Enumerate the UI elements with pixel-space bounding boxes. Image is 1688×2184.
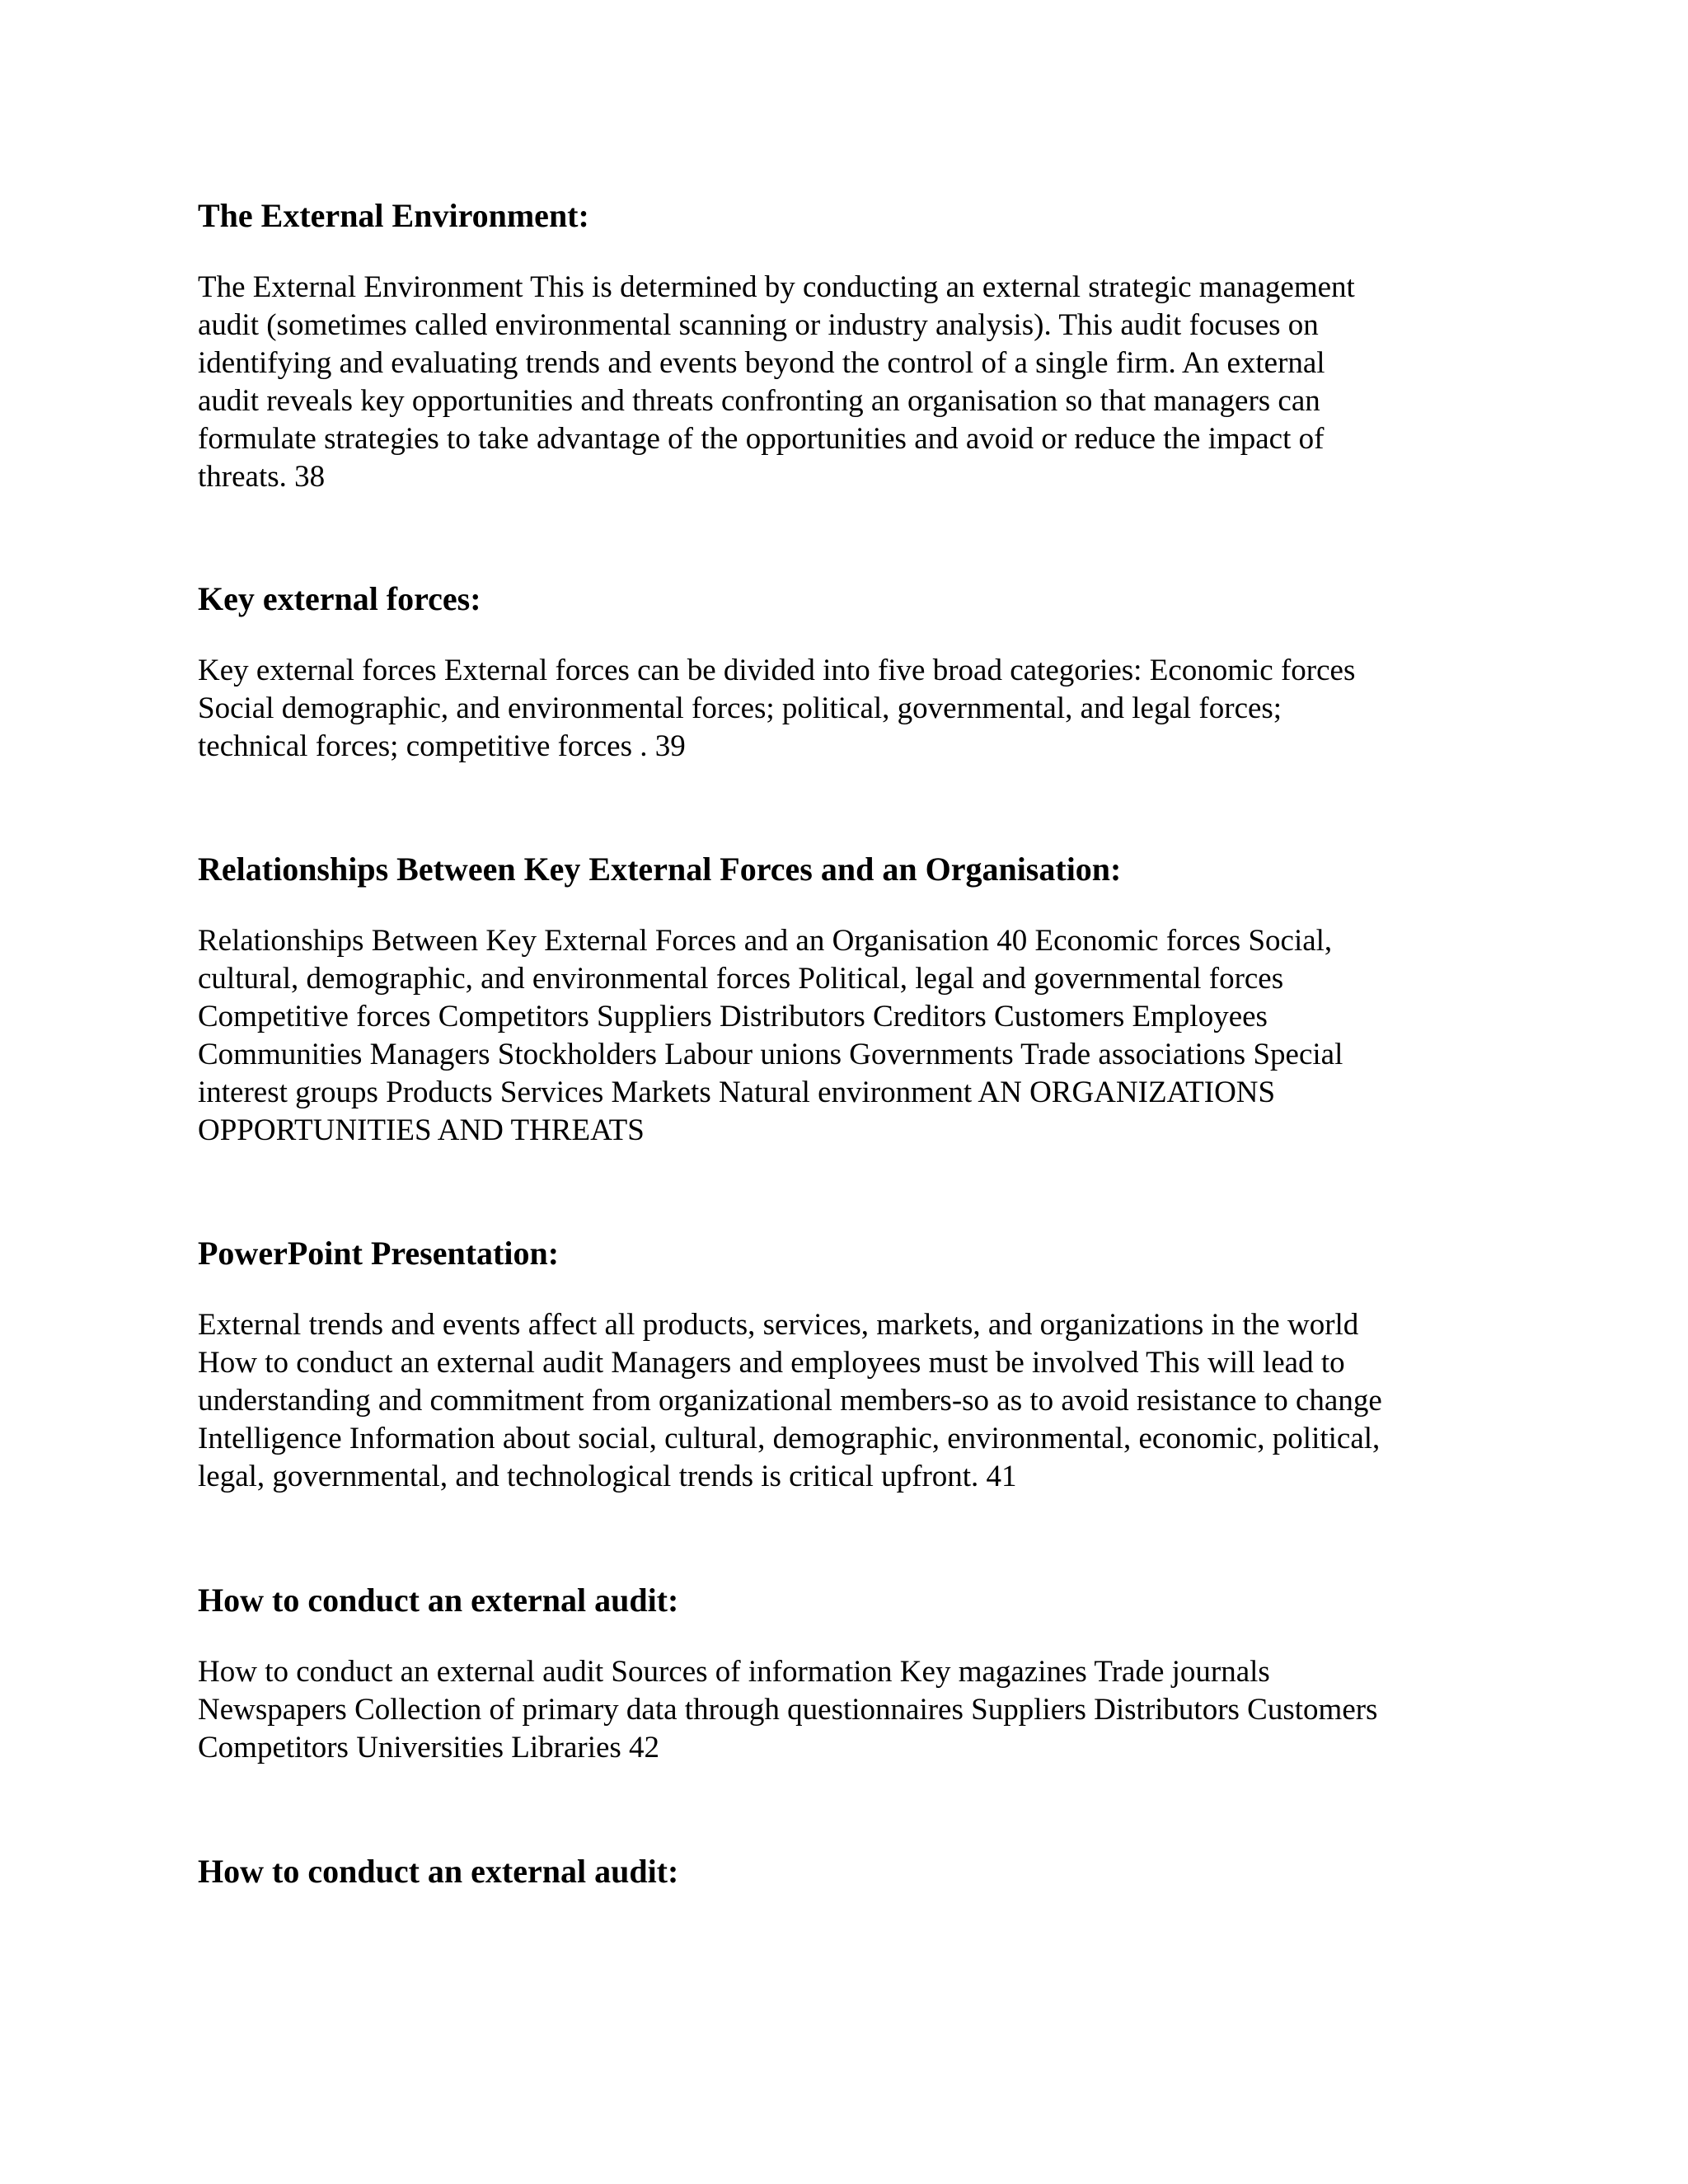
paragraph-line: technical forces; competitive forces . 39 <box>198 729 686 763</box>
section-heading: How to conduct an external audit: <box>198 1853 679 1890</box>
paragraph-line: understanding and commitment from organizational members-so as to avoid resistance to change <box>198 1384 1382 1418</box>
paragraph-line: Key external forces External forces can be divided into five broad categories: Economic forces <box>198 654 1356 687</box>
paragraph-line: External trends and events affect all products, services, markets, and organizations in the world <box>198 1308 1359 1342</box>
paragraph-line: OPPORTUNITIES AND THREATS <box>198 1113 645 1147</box>
section-key-external-forces <box>198 579 1517 766</box>
section-paragraph <box>198 652 1517 766</box>
section-external-audit-continued <box>198 1852 1517 1891</box>
section-external-audit-sources <box>198 1581 1517 1767</box>
paragraph-line: Relationships Between Key External Forces and an Organisation 40 Economic forces Social, <box>198 924 1333 958</box>
section-heading: Key external forces: <box>198 580 481 617</box>
paragraph-line: Competitors Universities Libraries 42 <box>198 1731 660 1765</box>
section-heading: PowerPoint Presentation: <box>198 1235 560 1272</box>
section-heading: The External Environment: <box>198 197 589 234</box>
paragraph-line: The External Environment This is determined by conducting an external strategic management <box>198 270 1355 304</box>
paragraph-line: Competitive forces Competitors Suppliers Distributors Creditors Customers Employees <box>198 1000 1268 1033</box>
section-heading: How to conduct an external audit: <box>198 1582 679 1619</box>
section-heading: Relationships Between Key External Forces and an Organisation: <box>198 851 1122 888</box>
section-paragraph <box>198 922 1517 1150</box>
section-external-environment <box>198 196 1517 496</box>
paragraph-line: Communities Managers Stockholders Labour unions Governments Trade associations Special <box>198 1038 1343 1071</box>
paragraph-line: interest groups Products Services Markets Natural environment AN ORGANIZATIONS <box>198 1076 1276 1109</box>
paragraph-line: How to conduct an external audit Sources of information Key magazines Trade journals <box>198 1655 1270 1689</box>
section-relationships <box>198 850 1517 1150</box>
paragraph-line: formulate strategies to take advantage of the opportunities and avoid or reduce the impact of <box>198 422 1325 456</box>
paragraph-line: Social demographic, and environmental forces; political, governmental, and legal forces; <box>198 691 1282 725</box>
paragraph-line: audit (sometimes called environmental scanning or industry analysis). This audit focuses on <box>198 308 1319 342</box>
section-powerpoint-presentation <box>198 1234 1517 1496</box>
section-paragraph <box>198 269 1517 496</box>
paragraph-line: audit reveals key opportunities and threats confronting an organisation so that managers can <box>198 384 1320 418</box>
paragraph-line: identifying and evaluating trends and events beyond the control of a single firm. An external <box>198 346 1325 380</box>
paragraph-line: Newspapers Collection of primary data through questionnaires Suppliers Distributors Customers <box>198 1693 1378 1727</box>
paragraph-line: legal, governmental, and technological trends is critical upfront. 41 <box>198 1460 1017 1493</box>
paragraph-line: How to conduct an external audit Managers and employees must be involved This will lead to <box>198 1346 1345 1380</box>
section-paragraph <box>198 1306 1517 1496</box>
paragraph-line: Intelligence Information about social, cultural, demographic, environmental, economic, political, <box>198 1422 1381 1455</box>
paragraph-line: cultural, demographic, and environmental forces Political, legal and governmental forces <box>198 962 1284 996</box>
section-paragraph <box>198 1653 1517 1767</box>
paragraph-line: threats. 38 <box>198 460 326 494</box>
